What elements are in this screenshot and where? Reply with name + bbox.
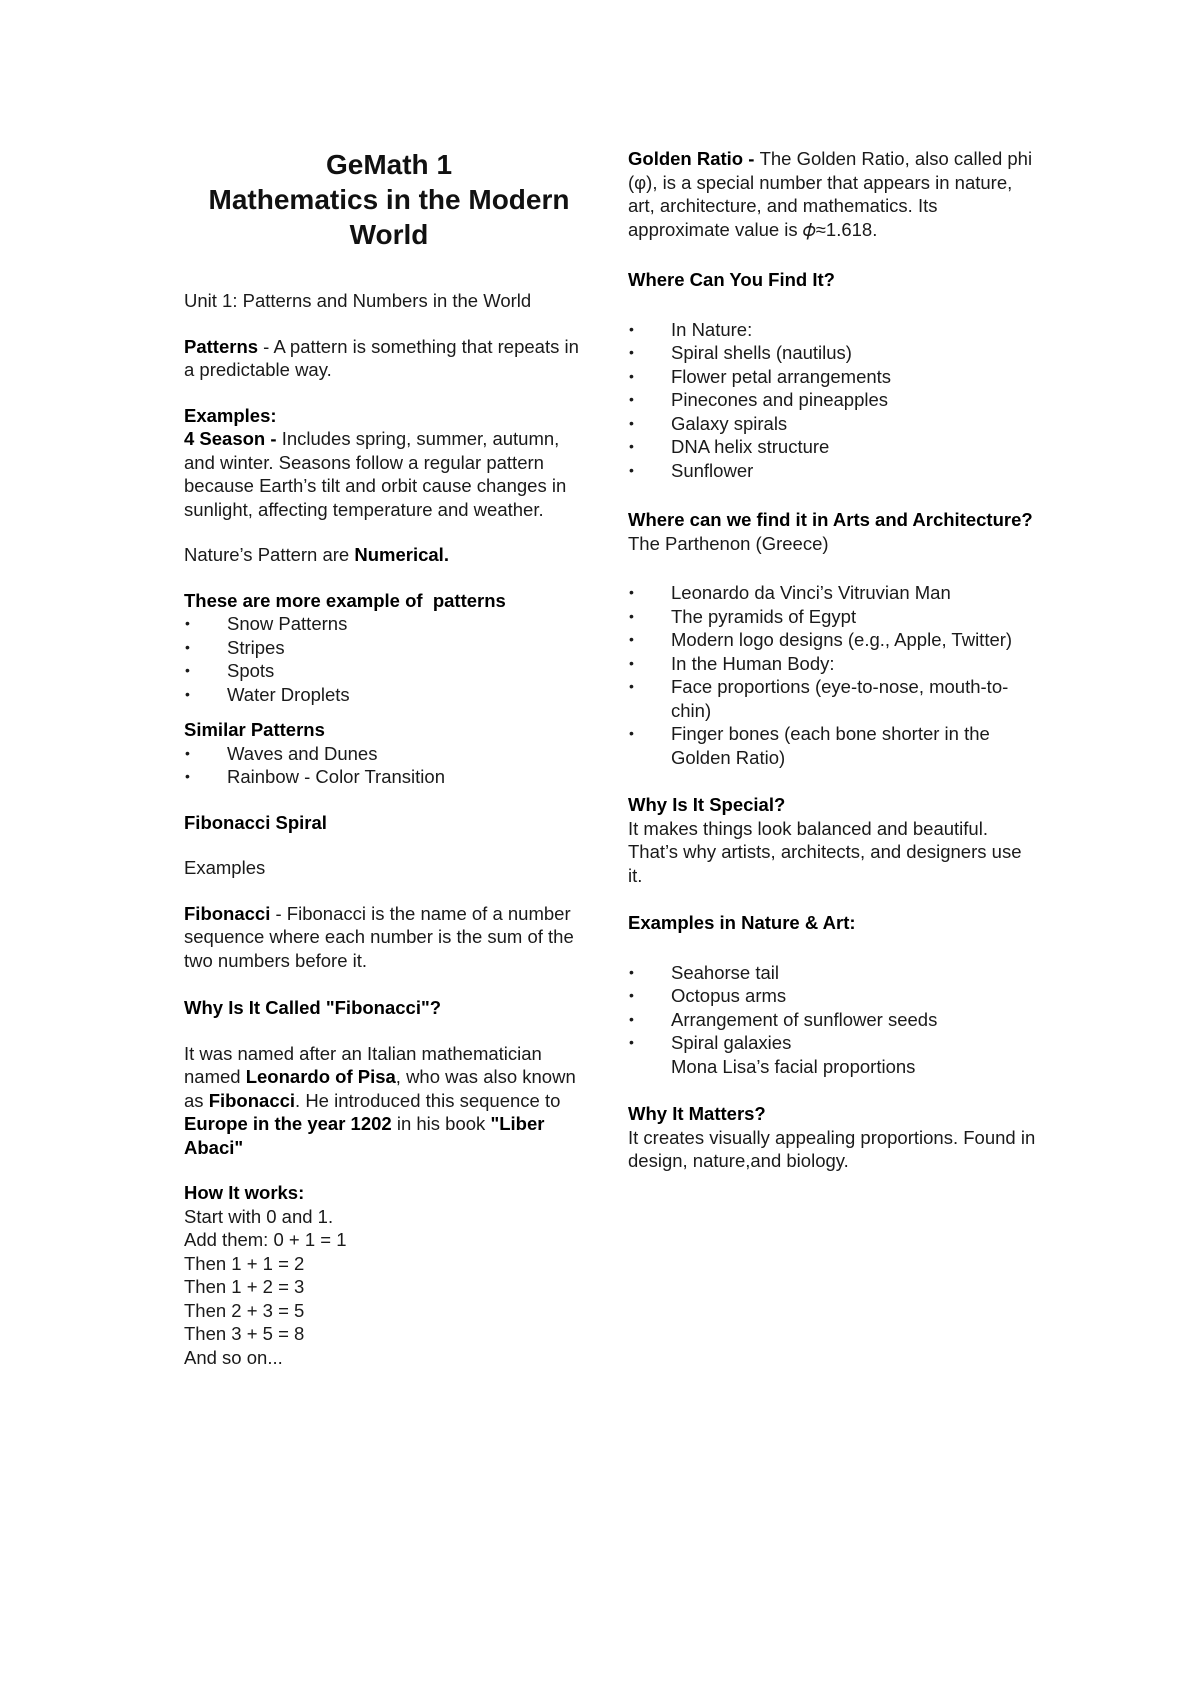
why-matters-text: It creates visually appealing proportions. Found in design, nature,and biology.: [628, 1126, 1036, 1171]
why-special-heading-text: Why Is It Special?: [628, 794, 786, 815]
nature-bold: Numerical.: [354, 544, 449, 565]
examples-heading-text: Examples:: [184, 404, 277, 426]
why-special-heading: [628, 793, 1038, 817]
fibonacci-paragraph: [184, 902, 594, 973]
season-term: 4 Season -: [184, 428, 282, 449]
step-line: Then 2 + 3 = 5: [184, 1299, 305, 1321]
nature-pattern-line: [184, 543, 594, 567]
golden-ratio-definition: The Golden Ratio, also called phi (φ), is a special number that appears in nature, art, architecture, and mathematics. Its approximate value is: [628, 148, 1033, 240]
step-line: And so on...: [184, 1346, 283, 1368]
list-item: • Arrangement of sunflower seeds: [628, 1008, 1038, 1032]
title-line-3: World: [349, 219, 429, 250]
list-item: • Face proportions (eye-to-nose, mouth-to-chin): [628, 675, 1038, 722]
page-title: [184, 147, 594, 252]
list-item: • Modern logo designs (e.g., Apple, Twitter): [628, 628, 1038, 652]
fibonacci-spiral-heading-text: Fibonacci Spiral: [184, 811, 327, 833]
list-item: Mona Lisa’s facial proportions: [671, 1055, 916, 1077]
where-find-heading-text: Where Can You Find It?: [628, 269, 835, 290]
why-called-paragraph: [184, 1042, 594, 1160]
left-column: [184, 0, 594, 1369]
patterns-definition: - A pattern is something that repeats in a predictable way.: [184, 335, 579, 380]
list-item: • Sunflower: [628, 459, 1038, 483]
title-line-2: Mathematics in the Modern: [208, 184, 570, 215]
golden-ratio-paragraph: [628, 147, 1038, 241]
arts-heading: Where can we find it in Arts and Architecture?: [628, 509, 1033, 530]
similar-patterns-heading: [184, 718, 594, 742]
why-text-1: It was named after an Italian mathematician named: [184, 1042, 542, 1087]
nature-text: Nature’s Pattern are: [184, 544, 355, 565]
arts-first-item: The Parthenon (Greece): [628, 532, 829, 554]
list-item: • Flower petal arrangements: [628, 365, 1038, 389]
why-matters-heading: [628, 1102, 1038, 1126]
list-item: • In Nature:: [628, 318, 1038, 342]
patterns-term: Patterns: [184, 335, 259, 357]
list-item: • Leonardo da Vinci’s Vitruvian Man: [628, 581, 1038, 605]
unit-heading: Unit 1: Patterns and Numbers in the World: [184, 290, 532, 311]
how-it-works-steps: [184, 1205, 594, 1370]
more-examples-list: [184, 612, 594, 706]
step-line: Then 1 + 1 = 2: [184, 1252, 305, 1274]
list-item: • Seahorse tail: [628, 961, 1038, 985]
list-item: • Galaxy spirals: [628, 412, 1038, 436]
step-line: Then 3 + 5 = 8: [184, 1323, 305, 1344]
similar-patterns-list: [184, 742, 594, 789]
why-called-heading-text: Why Is It Called "Fibonacci"?: [184, 997, 442, 1018]
where-find-list: [628, 318, 1038, 483]
list-item: • Spots: [184, 659, 594, 683]
why-text-4: in his book: [391, 1113, 491, 1134]
how-it-works-heading-text: How It works:: [184, 1182, 305, 1203]
examples-heading: [184, 404, 594, 428]
why-text-3: . He introduced this sequence to: [295, 1089, 561, 1111]
examples-nature-art-heading: [628, 911, 1038, 935]
title-line-1: GeMath 1: [325, 149, 453, 180]
golden-ratio-value: 𝜙≈1.618.: [802, 218, 878, 240]
list-item: • Stripes: [184, 636, 594, 660]
more-examples-heading-text: These are more example of patterns: [184, 589, 506, 611]
step-line: Start with 0 and 1.: [184, 1205, 334, 1227]
why-bold-2: Fibonacci: [208, 1089, 296, 1111]
list-item: • In the Human Body:: [628, 652, 1038, 676]
why-bold-3: Europe in the year 1202: [184, 1113, 392, 1134]
list-item: • Spiral galaxies: [628, 1031, 1038, 1055]
why-matters-heading-text: Why It Matters?: [628, 1103, 766, 1124]
fibonacci-spiral-heading: [184, 811, 594, 835]
more-examples-heading: [184, 589, 594, 613]
how-it-works-heading: [184, 1181, 594, 1205]
list-item: • The pyramids of Egypt: [628, 605, 1038, 629]
fibonacci-term: Fibonacci: [184, 902, 271, 924]
arts-paragraph: [628, 508, 1038, 555]
why-text-2: , who was also known as: [184, 1066, 576, 1111]
list-item: • Pinecones and pineapples: [628, 388, 1038, 412]
right-column: [628, 0, 1038, 1173]
list-item: • Octopus arms: [628, 984, 1038, 1008]
spiral-examples-label: Examples: [184, 857, 266, 878]
examples-nature-art-heading-text: Examples in Nature & Art:: [628, 912, 856, 933]
season-definition: Includes spring, summer, autumn, and winter. Seasons follow a regular pattern because Earth’s tilt and orbit cause changes in sunlight, affecting temperature and weather.: [184, 428, 567, 520]
list-item: • Water Droplets: [184, 683, 594, 707]
list-item: • Finger bones (each bone shorter in the Golden Ratio): [628, 722, 1038, 769]
list-item: • DNA helix structure: [628, 435, 1038, 459]
fibonacci-definition: - Fibonacci is the name of a number sequence where each number is the sum of the two numbers before it.: [184, 902, 574, 971]
why-bold-4: "Liber Abaci": [184, 1113, 545, 1158]
golden-ratio-term: Golden Ratio -: [628, 148, 760, 169]
arts-list: [628, 581, 1038, 769]
list-item: • Snow Patterns: [184, 612, 594, 636]
list-item: • Spiral shells (nautilus): [628, 341, 1038, 365]
step-line: Then 1 + 2 = 3: [184, 1276, 305, 1297]
list-item: • Waves and Dunes: [184, 742, 594, 766]
step-line: Add them: 0 + 1 = 1: [184, 1229, 347, 1250]
patterns-paragraph: [184, 335, 594, 382]
why-called-heading: [184, 996, 594, 1020]
where-find-heading: [628, 268, 1038, 292]
season-paragraph: [184, 427, 594, 521]
examples-nature-art-list: [628, 961, 1038, 1079]
similar-patterns-heading-text: Similar Patterns: [184, 719, 325, 740]
why-special-text: It makes things look balanced and beautiful. That’s why artists, architects, and designers use it.: [628, 817, 1022, 886]
list-item: • Rainbow - Color Transition: [184, 765, 594, 789]
why-bold-1: Leonardo of Pisa: [245, 1066, 396, 1087]
